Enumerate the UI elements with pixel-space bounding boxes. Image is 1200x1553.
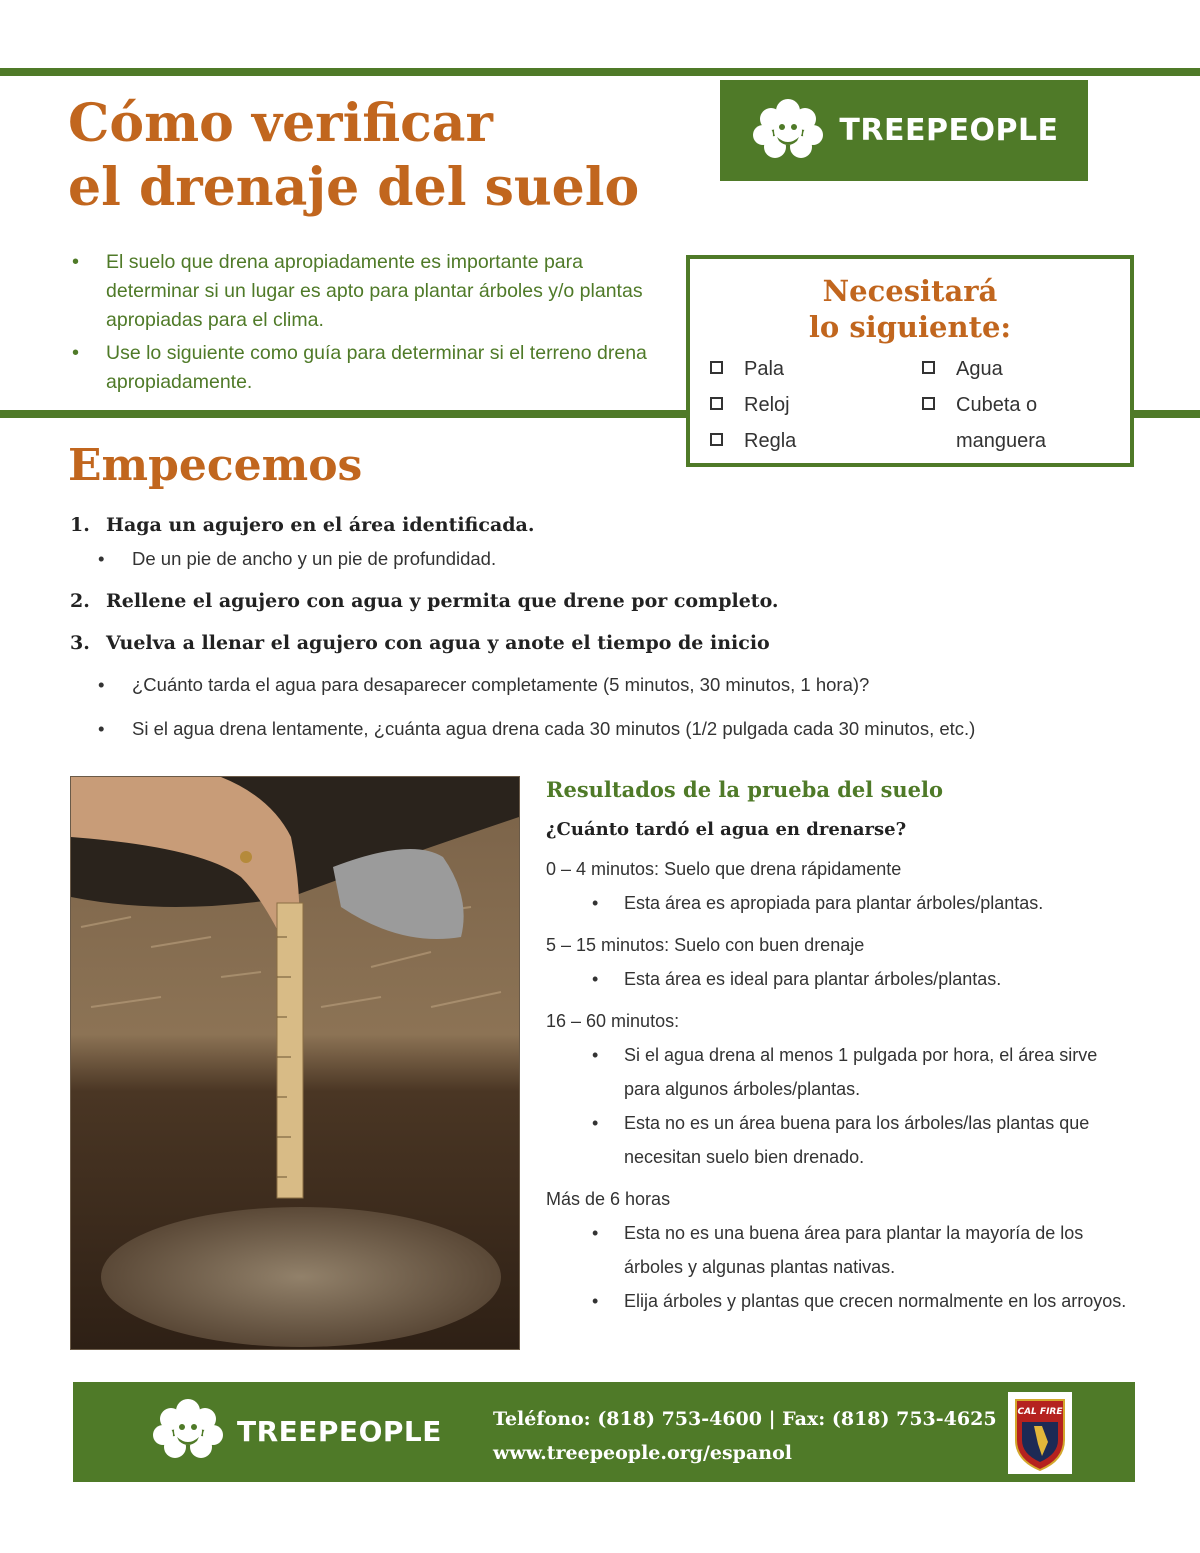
steps-list: [70, 510, 1130, 744]
step-sub-bullet: • Si el agua drena lentamente, ¿cuánta agua drena cada 30 minutos (1/2 pulgada cada 30 minutos, etc.): [70, 714, 1130, 744]
checkbox-icon[interactable]: [710, 397, 723, 410]
page-title: [68, 92, 639, 220]
checkbox-icon[interactable]: [710, 433, 723, 446]
soil-test-photo: [70, 776, 520, 1350]
step-number: 3.: [70, 632, 90, 654]
step-text: Haga un agujero en el área identificada.: [106, 514, 535, 536]
section-heading: Empecemos: [68, 440, 363, 491]
header-logo: [720, 80, 1088, 181]
tree-icon: [149, 1396, 227, 1466]
result-range-label: Más de 6 horas: [546, 1189, 671, 1209]
supplies-title-line-1: Necesitará: [822, 274, 998, 308]
website-link[interactable]: www.treepeople.org/espanol: [493, 1442, 792, 1464]
result-bullet: • Esta área es apropiada para plantar árboles/plantas.: [546, 886, 1136, 920]
supply-label: Agua: [956, 358, 1003, 380]
title-line-1: Cómo verificar: [68, 93, 493, 154]
supply-label: Regla: [744, 430, 797, 452]
supply-item-pala[interactable]: [710, 351, 796, 387]
supplies-title: [690, 273, 1130, 345]
tree-icon: [749, 97, 827, 165]
footer-bar: [73, 1382, 1135, 1482]
results-question: ¿Cuánto tardó el agua en drenarse?: [546, 819, 907, 840]
step-text: Rellene el agujero con agua y permita que drene por completo.: [106, 590, 779, 612]
result-range-label: 0 – 4 minutos: Suelo que drena rápidamente: [546, 859, 902, 879]
soil-photo-illustration: [71, 777, 519, 1349]
step-sub-bullet: • De un pie de ancho y un pie de profundidad.: [70, 544, 1130, 574]
result-bullet: • Esta no es una buena área para plantar la mayoría de los árboles y algunas plantas nativas.: [546, 1216, 1136, 1284]
step-text: Vuelva a llenar el agujero con agua y anote el tiempo de inicio: [106, 632, 770, 654]
result-bullet: • Elija árboles y plantas que crecen normalmente en los arroyos.: [546, 1284, 1136, 1318]
phone-fax: Teléfono: (818) 753-4600 | Fax: (818) 753-4625: [493, 1408, 997, 1430]
intro-bullet: • El suelo que drena apropiadamente es importante para determinar si un lugar es apto para plantar árboles y/o plantas apropiadas para el clima.: [68, 248, 648, 335]
checkbox-icon[interactable]: [922, 397, 935, 410]
supplies-column-1: [710, 351, 796, 459]
footer-logo-wordmark: TREEPEOPLE: [237, 1414, 442, 1448]
supplies-column-2: [922, 351, 1046, 459]
results-section: [546, 772, 1136, 1318]
supply-label: manguera: [956, 430, 1047, 452]
supplies-title-line-2: lo siguiente:: [808, 310, 1012, 344]
result-range-label: 5 – 15 minutos: Suelo con buen drenaje: [546, 935, 865, 955]
logo-wordmark: TREEPEOPLE: [839, 113, 1059, 148]
intro-list: [68, 248, 648, 401]
result-bullet: • Esta no es un área buena para los árboles/las plantas que necesitan suelo bien drenado.: [546, 1106, 1136, 1174]
calfire-badge: [1008, 1392, 1072, 1474]
checkbox-icon[interactable]: [922, 361, 935, 374]
supply-label: Cubeta o: [956, 394, 1038, 416]
result-range-label: 16 – 60 minutos:: [546, 1011, 680, 1031]
intro-bullet: • Use lo siguiente como guía para determinar si el terreno drena apropiadamente.: [68, 339, 648, 397]
step-item: [70, 628, 1130, 658]
supply-item-cubeta[interactable]: [922, 387, 1046, 423]
step-number: 2.: [70, 590, 90, 612]
step-sub-bullet: • ¿Cuánto tarda el agua para desaparecer completamente (5 minutos, 30 minutos, 1 hora)?: [70, 670, 1130, 700]
step-number: 1.: [70, 514, 90, 536]
supply-item-agua[interactable]: [922, 351, 1046, 387]
calfire-shield-icon: [1008, 1392, 1072, 1474]
footer-contact: [493, 1402, 997, 1470]
supply-item-reloj[interactable]: [710, 387, 796, 423]
results-title: Resultados de la prueba del suelo: [546, 777, 944, 802]
supply-label: Pala: [744, 358, 785, 380]
step-item: [70, 510, 1130, 540]
step-item: [70, 586, 1130, 616]
supply-label: Reloj: [744, 394, 790, 416]
top-rule: [0, 68, 1200, 76]
footer-logo: [149, 1396, 442, 1466]
supply-item-regla[interactable]: [710, 423, 796, 459]
supply-item-continued: [922, 423, 1046, 459]
supplies-box: [686, 255, 1134, 467]
result-bullet: • Si el agua drena al menos 1 pulgada por hora, el área sirve para algunos árboles/plantas.: [546, 1038, 1136, 1106]
title-line-2: el drenaje del suelo: [68, 157, 640, 218]
calfire-label: CAL FIRE: [1017, 1407, 1063, 1417]
checkbox-icon[interactable]: [710, 361, 723, 374]
result-bullet: • Esta área es ideal para plantar árboles/plantas.: [546, 962, 1136, 996]
